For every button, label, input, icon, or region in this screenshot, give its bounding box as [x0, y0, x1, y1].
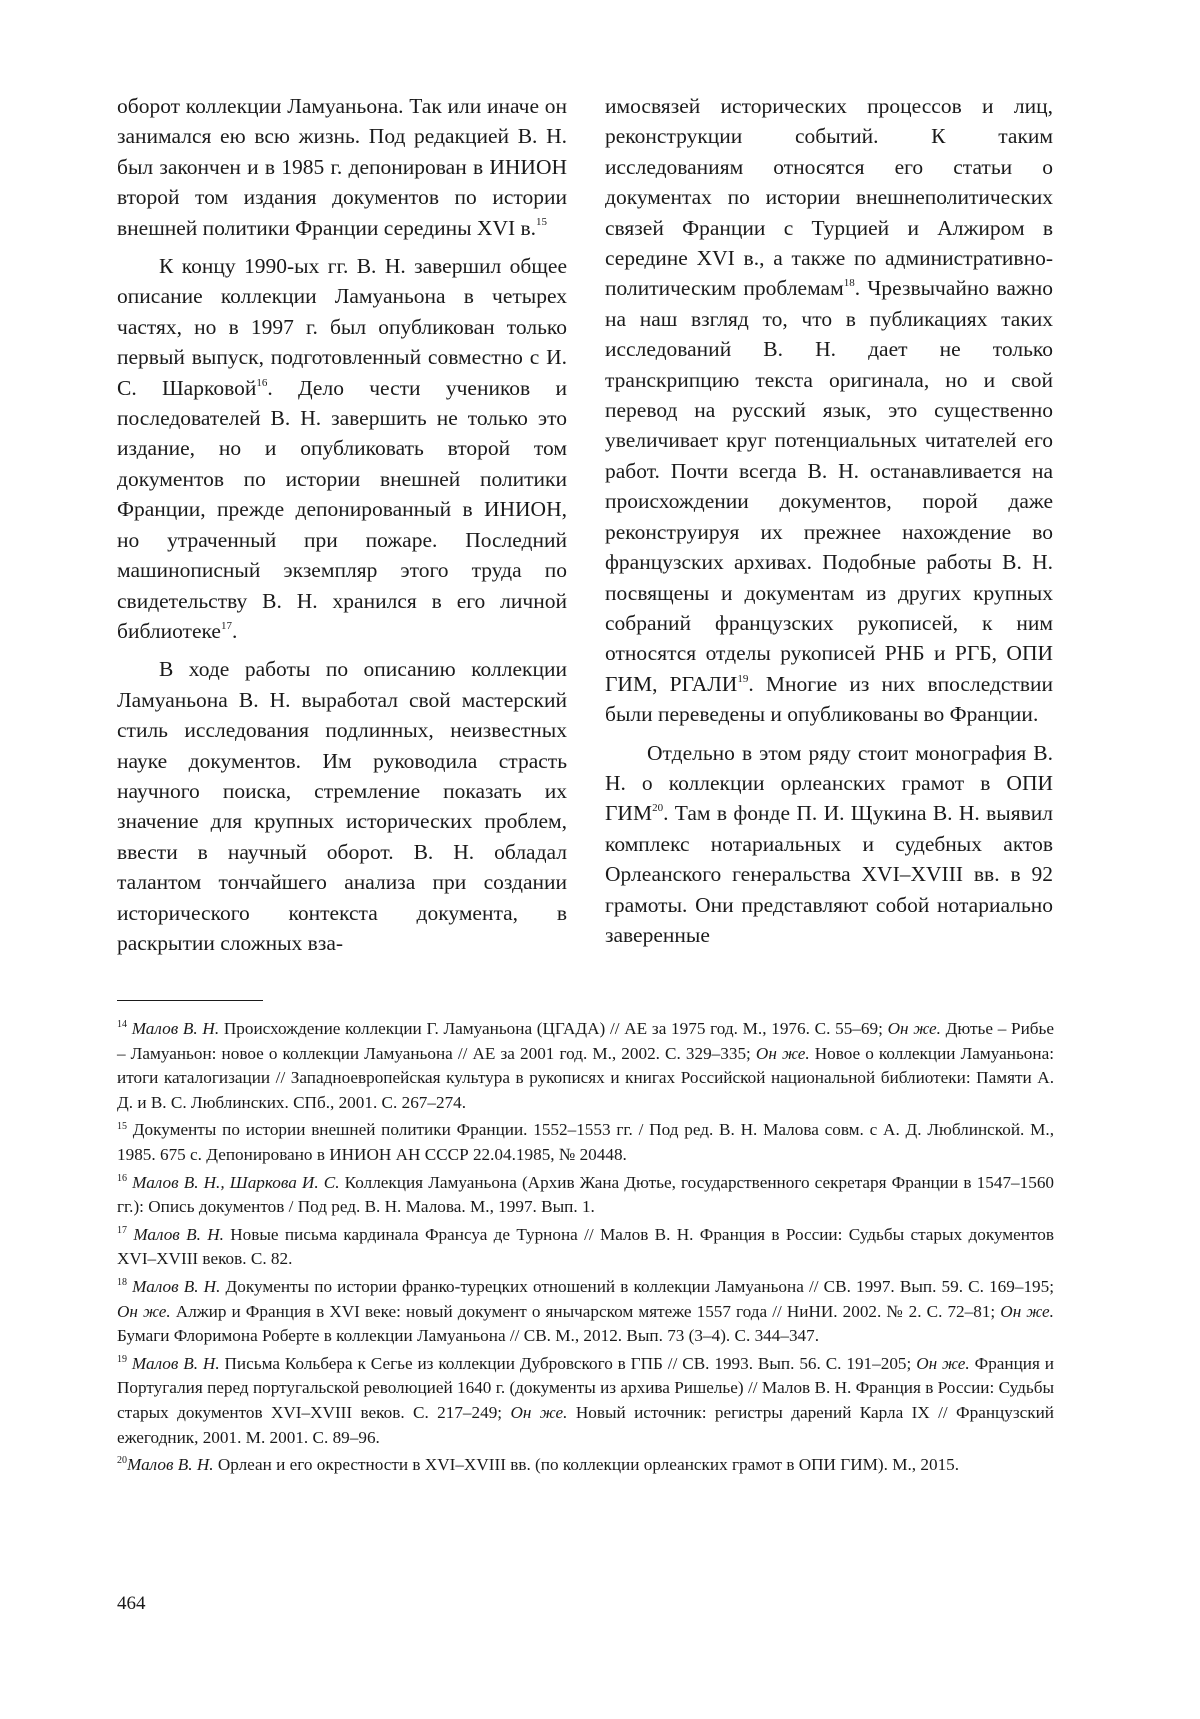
paragraph: имосвязей исторических процессов и лиц, реконструкции событий. К таким исследованиям относятся его статьи о документах по истории внешнеполитических связей Франции с Турцией и Алжиром в середине XVI в., а также по административно-политическим проблемам$^{18}$. Чрезвычайно важно на наш взгляд то, что в публикациях таких исследований В. Н. дает не только транскрипцию текста оригинала, но и свой перевод на русский язык, это существенно увеличивает круг потенциальных читателей его работ. Почти всегда В. Н. останавливается на происхождении документов, порой даже реконструируя их прежнее нахождение во французских архивах. Подобные работы В. Н. посвящены и документам из других крупных собраний французских рукописей, к ним относятся отделы рукописей РНБ и РГБ, ОПИ ГИМ, РГАЛИ$^{19}$. Многие из них впоследствии были переведены и опубликованы во Франции.	[605, 94, 1053, 727]
footnote-19: $^{19}$ Малов В. Н. Письма Кольбера к Сегье из коллекции Дубровского в ГПБ // СВ. 1993. Вып. 56. С. 191–205; Он же. Франция и Португалия перед португальской революцией 1640 г. (документы из архива Ришелье) // Малов В. Н. Франция в России: Судьбы старых документов XVI–XVIII веков. С. 217–249; Он же. Новый источник: регистры дарений Карла IX // Французский ежегодник, 2001. М. 2001. С. 89–96.	[117, 1353, 1055, 1447]
paragraph: К концу 1990-ых гг. В. Н. завершил общее описание коллекции Ламуаньона в четырех частях, но в 1997 г. был опубликован только первый выпуск, подготовленный совместно с И. С. Шарковой$^{16}$. Дело чести учеников и последователей В. Н. завершить не только это издание, но и опубликовать второй том документов по истории внешней политики Франции, прежде депонированный в ИНИОН, но утраченный при пожаре. Последний машинописный экземпляр этого труда по свидетельству В. Н. хранился в его личной библиотеке$^{17}$.	[117, 254, 567, 643]
footnote-20: $^{20}$Малов В. Н. Орлеан и его окрестности в XVI–XVIII вв. (по коллекции орлеанских грамот в ОПИ ГИМ). М., 2015.	[117, 1455, 960, 1475]
footnote-18: $^{18}$ Малов В. Н. Документы по истории франко-турецких отношений в коллекции Ламуаньона // СВ. 1997. Вып. 59. С. 169–195; Он же. Алжир и Франция в XVI веке: новый документ о янычарском мятеже 1557 года // НиНИ. 2002. № 2. С. 72–81; Он же. Бумаги Флоримона Роберте в коллекции Ламуаньона // СВ. М., 2012. Вып. 73 (3–4). С. 344–347.	[117, 1276, 1055, 1346]
page-number: 464	[117, 1593, 146, 1614]
footnote-ref-19[interactable]: 19	[737, 672, 749, 685]
footnote-ref-16[interactable]: 16	[256, 376, 268, 389]
footnote-17: $^{17}$ Малов В. Н. Новые письма кардинала Франсуа де Турнона // Малов В. Н. Франция в России: Судьбы старых документов XVI–XVIII веков. С. 82.	[117, 1224, 1055, 1269]
footnote-separator	[117, 1000, 263, 1001]
footnote-14: $^{14}$ Малов В. Н. Происхождение коллекции Г. Ламуаньона (ЦГАДА) // АЕ за 1975 год. М., 1976. С. 55–69; Он же. Дютье – Рибье – Ламуаньон: новое о коллекции Ламуаньона // АЕ за 2001 год. М., 2002. С. 329–335; Он же. Новое о коллекции Ламуаньона: итоги каталогизации // Западноевропейская культура в рукописях и книгах Российской национальной библиотеки: Памяти А. Д. и В. С. Люблинских. СПб., 2001. С. 267–274.	[117, 1019, 1054, 1112]
footnote-ref-15[interactable]: 15	[536, 216, 548, 229]
paragraph: В ходе работы по описанию коллекции Ламуаньона В. Н. выработал свой мастерский стиль исследования подлинных, неизвестных науке документов. Им руководила страсть научного поиска, стремление показать их значение для крупных исторических проблем, ввести в научный оборот. В. Н. обладал талантом тончайшего анализа при создании исторического контекста документа, в раскрытии сложных вза-	[117, 657, 567, 955]
left-column	[117, 91, 567, 966]
footnote-16: $^{16}$ Малов В. Н., Шаркова И. С. Коллекция Ламуаньона (Архив Жана Дютье, государственного секретаря Франции в 1547–1560 гг.): Опись документов / Под ред. В. Н. Малова. М., 1997. Вып. 1.	[117, 1172, 1055, 1217]
paragraph: Отдельно в этом ряду стоит монография В. Н. о коллекции орлеанских грамот в ОПИ ГИМ$^{20}$. Там в фонде П. И. Щукина В. Н. выявил комплекс нотариальных и судебных актов Орлеанского генеральства XVI–XVIII вв. в 92 грамоты. Они представляют собой нотариально заверенные	[605, 740, 1053, 947]
footnote-ref-17[interactable]: 17	[220, 619, 232, 632]
paragraph: оборот коллекции Ламуаньона. Так или иначе он занимался ею всю жизнь. Под редакцией В. Н. был закончен и в 1985 г. депонирован в ИНИОН второй том издания документов по истории внешней политики Франции середины XVI в.$^{15}$	[117, 94, 567, 240]
footnotes	[117, 1017, 1054, 1481]
footnote-ref-18[interactable]: 18	[843, 277, 855, 290]
right-column	[605, 91, 1053, 958]
footnote-ref-20[interactable]: 20	[652, 802, 664, 815]
footnote-15: $^{15}$ Документы по истории внешней политики Франции. 1552–1553 гг. / Под ред. В. Н. Малова совм. с А. Д. Люблинской. М., 1985. 675 с. Депонировано в ИНИОН АН СССР 22.04.1985, № 20448.	[117, 1120, 1054, 1164]
